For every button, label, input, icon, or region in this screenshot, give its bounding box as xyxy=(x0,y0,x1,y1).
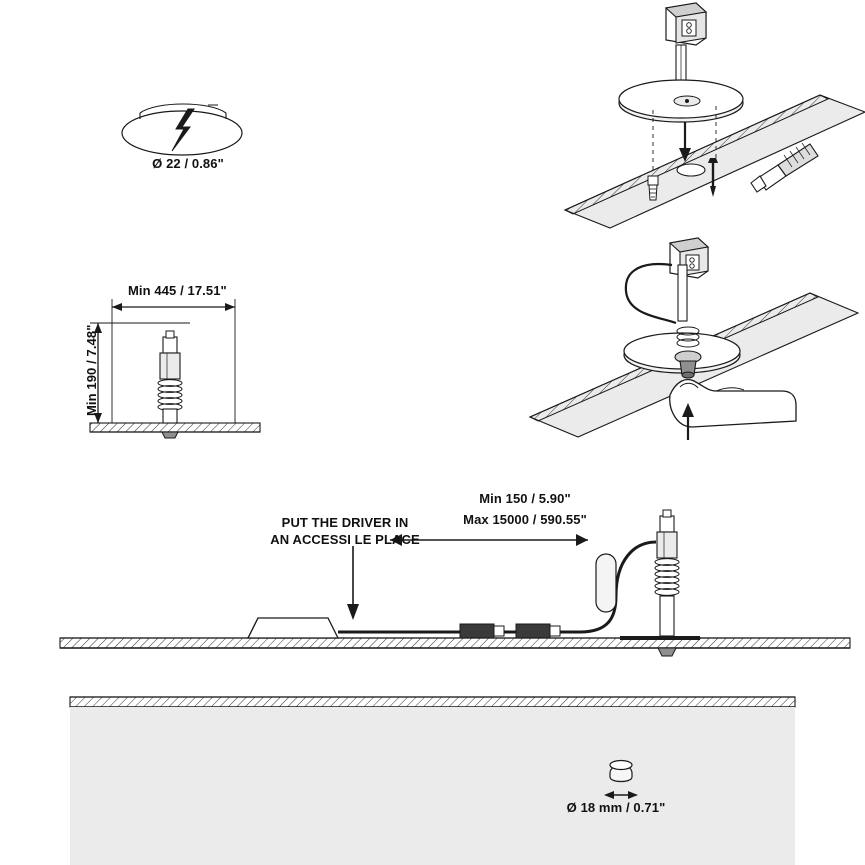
hole-diameter-caption: Ø 22 / 0.86" xyxy=(152,156,224,171)
panel-aperture xyxy=(70,695,795,865)
clearance-graphic xyxy=(70,275,280,460)
panel-ceiling-mount xyxy=(520,0,865,235)
aperture-diameter-caption: Ø 18 mm / 0.71" xyxy=(566,800,666,815)
clearance-vertical-dimension: Min 190 / 7.48" xyxy=(84,324,99,416)
panel-hole-spec xyxy=(110,95,270,165)
aperture-graphic xyxy=(70,695,795,865)
hand-install-graphic xyxy=(520,235,865,450)
cable-min-length-dimension: Min 150 / 5.90" xyxy=(479,491,571,506)
panel-hand-install xyxy=(520,235,865,450)
panel-clearance xyxy=(70,275,280,460)
driver-note-line-1: PUT THE DRIVER IN xyxy=(281,515,409,530)
cable-max-length-dimension: Max 15000 / 590.55" xyxy=(463,512,587,527)
hole-symbol-graphic xyxy=(110,95,270,165)
clearance-horizontal-dimension: Min 445 / 17.51" xyxy=(128,283,227,298)
ceiling-mount-graphic xyxy=(520,0,865,235)
driver-note-line-2: AN ACCESSI LE PLACE xyxy=(270,532,420,547)
